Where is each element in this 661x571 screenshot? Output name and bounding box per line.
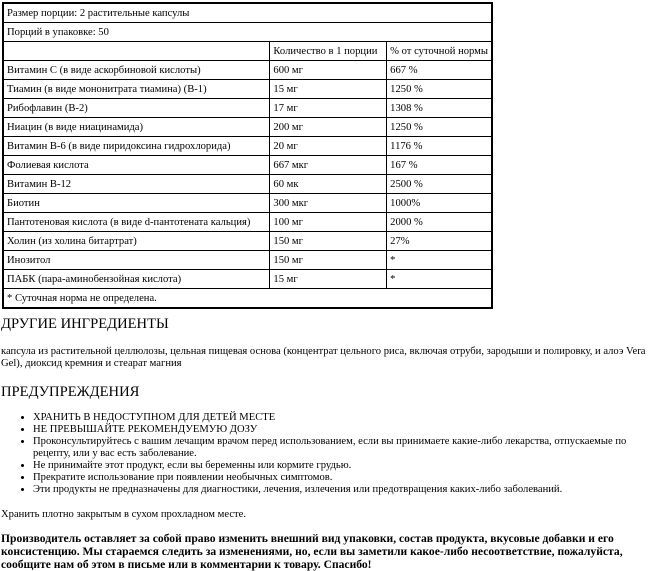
nutrient-daily-value: 167 %: [387, 156, 492, 175]
storage-instructions: Хранить плотно закрытым в сухом прохладном месте.: [1, 509, 246, 520]
nutrient-name: Витамин С (в виде аскорбиновой кислоты): [3, 61, 270, 80]
nutrient-name: Рибофлавин (В-2): [3, 99, 270, 118]
table-row: [3, 99, 492, 118]
daily-value-footnote: * Суточная норма не определена.: [3, 289, 492, 309]
nutrient-daily-value: 2000 %: [387, 213, 492, 232]
table-row: [3, 232, 492, 251]
nutrient-name: Холин (из холина битартрат): [3, 232, 270, 251]
nutrient-amount: 200 мг: [270, 118, 387, 137]
nutrient-daily-value: 27%: [387, 232, 492, 251]
nutrient-name: Биотин: [3, 194, 270, 213]
table-row: [3, 80, 492, 99]
nutrient-daily-value: 1176 %: [387, 137, 492, 156]
servings-per-container-row: [3, 23, 492, 42]
table-row: [3, 194, 492, 213]
nutrient-name: Ниацин (в виде ниацинамида): [3, 118, 270, 137]
header-amount: Количество в 1 порции: [270, 42, 387, 61]
table-row: [3, 118, 492, 137]
table-row: [3, 61, 492, 80]
table-row: [3, 175, 492, 194]
nutrient-amount: 17 мг: [270, 99, 387, 118]
nutrient-daily-value: 1250 %: [387, 118, 492, 137]
warnings-heading: ПРЕДУПРЕЖДЕНИЯ: [1, 384, 140, 400]
header-blank-cell: [3, 42, 270, 61]
table-row: [3, 213, 492, 232]
footnote-row: [3, 289, 492, 309]
list-item: • Проконсультируйтесь с вашим лечащим врачом перед использованием, если вы принимаете какие-либо лекарства, отпускаемые по рецепту, или у вас есть заболевание.: [33, 436, 661, 460]
nutrient-amount: 60 мк: [270, 175, 387, 194]
nutrient-daily-value: 2500 %: [387, 175, 492, 194]
nutrient-amount: 300 мкг: [270, 194, 387, 213]
table-row: [3, 137, 492, 156]
table-header-row: [3, 42, 492, 61]
nutrient-daily-value: 1250 %: [387, 80, 492, 99]
serving-size: Размер порции: 2 растительные капсулы: [3, 3, 492, 23]
nutrient-amount: 600 мг: [270, 61, 387, 80]
nutrient-name: Витамин В-12: [3, 175, 270, 194]
nutrient-amount: 150 мг: [270, 251, 387, 270]
table-row: [3, 156, 492, 175]
list-item: • Эти продукты не предназначены для диагностики, лечения, излечения или предотвращения каких-либо заболеваний.: [33, 484, 661, 496]
nutrient-daily-value: *: [387, 251, 492, 270]
nutrient-name: Витамин В-6 (в виде пиридоксина гидрохлорида): [3, 137, 270, 156]
warnings-list: [0, 412, 661, 496]
list-item: • НЕ ПРЕВЫШАЙТЕ РЕКОМЕНДУЕМУЮ ДОЗУ: [33, 424, 661, 436]
nutrient-amount: 20 мг: [270, 137, 387, 156]
manufacturer-notice: Производитель оставляет за собой право изменить внешний вид упаковки, состав продукта, вкусовые добавки и его консистенцию. Мы стараемся следить за изменениями, но, если вы заметили какое-либо несоответствие, пожалуйста, сообщите нам об этом в письме или в комментарии к товару. Спасибо!: [1, 532, 623, 571]
nutrient-amount: 15 мг: [270, 270, 387, 289]
table-row: [3, 270, 492, 289]
nutrient-name: Тиамин (в виде мононитрата тиамина) (В-1): [3, 80, 270, 99]
nutrient-daily-value: 667 %: [387, 61, 492, 80]
nutrient-amount: 100 мг: [270, 213, 387, 232]
servings-per-container: Порций в упаковке: 50: [3, 23, 492, 42]
header-daily-value: % от суточной нормы: [387, 42, 492, 61]
nutrient-amount: 15 мг: [270, 80, 387, 99]
nutrient-amount: 667 мкг: [270, 156, 387, 175]
serving-size-row: [3, 3, 492, 23]
ingredients-heading: ДРУГИЕ ИНГРЕДИЕНТЫ: [1, 316, 169, 332]
nutrient-name: ПАБК (пара-аминобензойная кислота): [3, 270, 270, 289]
nutrient-daily-value: 1000%: [387, 194, 492, 213]
supplement-facts-table: [2, 2, 493, 309]
nutrient-name: Фолиевая кислота: [3, 156, 270, 175]
nutrient-daily-value: *: [387, 270, 492, 289]
list-item: • ХРАНИТЬ В НЕДОСТУПНОМ ДЛЯ ДЕТЕЙ МЕСТЕ: [33, 412, 661, 424]
list-item: • Не принимайте этот продукт, если вы беременны или кормите грудью.: [33, 460, 661, 472]
nutrient-amount: 150 мг: [270, 232, 387, 251]
ingredients-text: капсула из растительной целлюлозы, цельная пищевая основа (концентрат цельного риса, включая отруби, зародыши и полировку, и алоэ Vera Gel), диоксид кремния и стеарат магния: [1, 346, 646, 369]
nutrient-daily-value: 1308 %: [387, 99, 492, 118]
list-item: • Прекратите использование при появлении необычных симптомов.: [33, 472, 661, 484]
nutrient-name: Пантотеновая кислота (в виде d-пантотената кальция): [3, 213, 270, 232]
table-row: [3, 251, 492, 270]
nutrient-name: Инозитол: [3, 251, 270, 270]
